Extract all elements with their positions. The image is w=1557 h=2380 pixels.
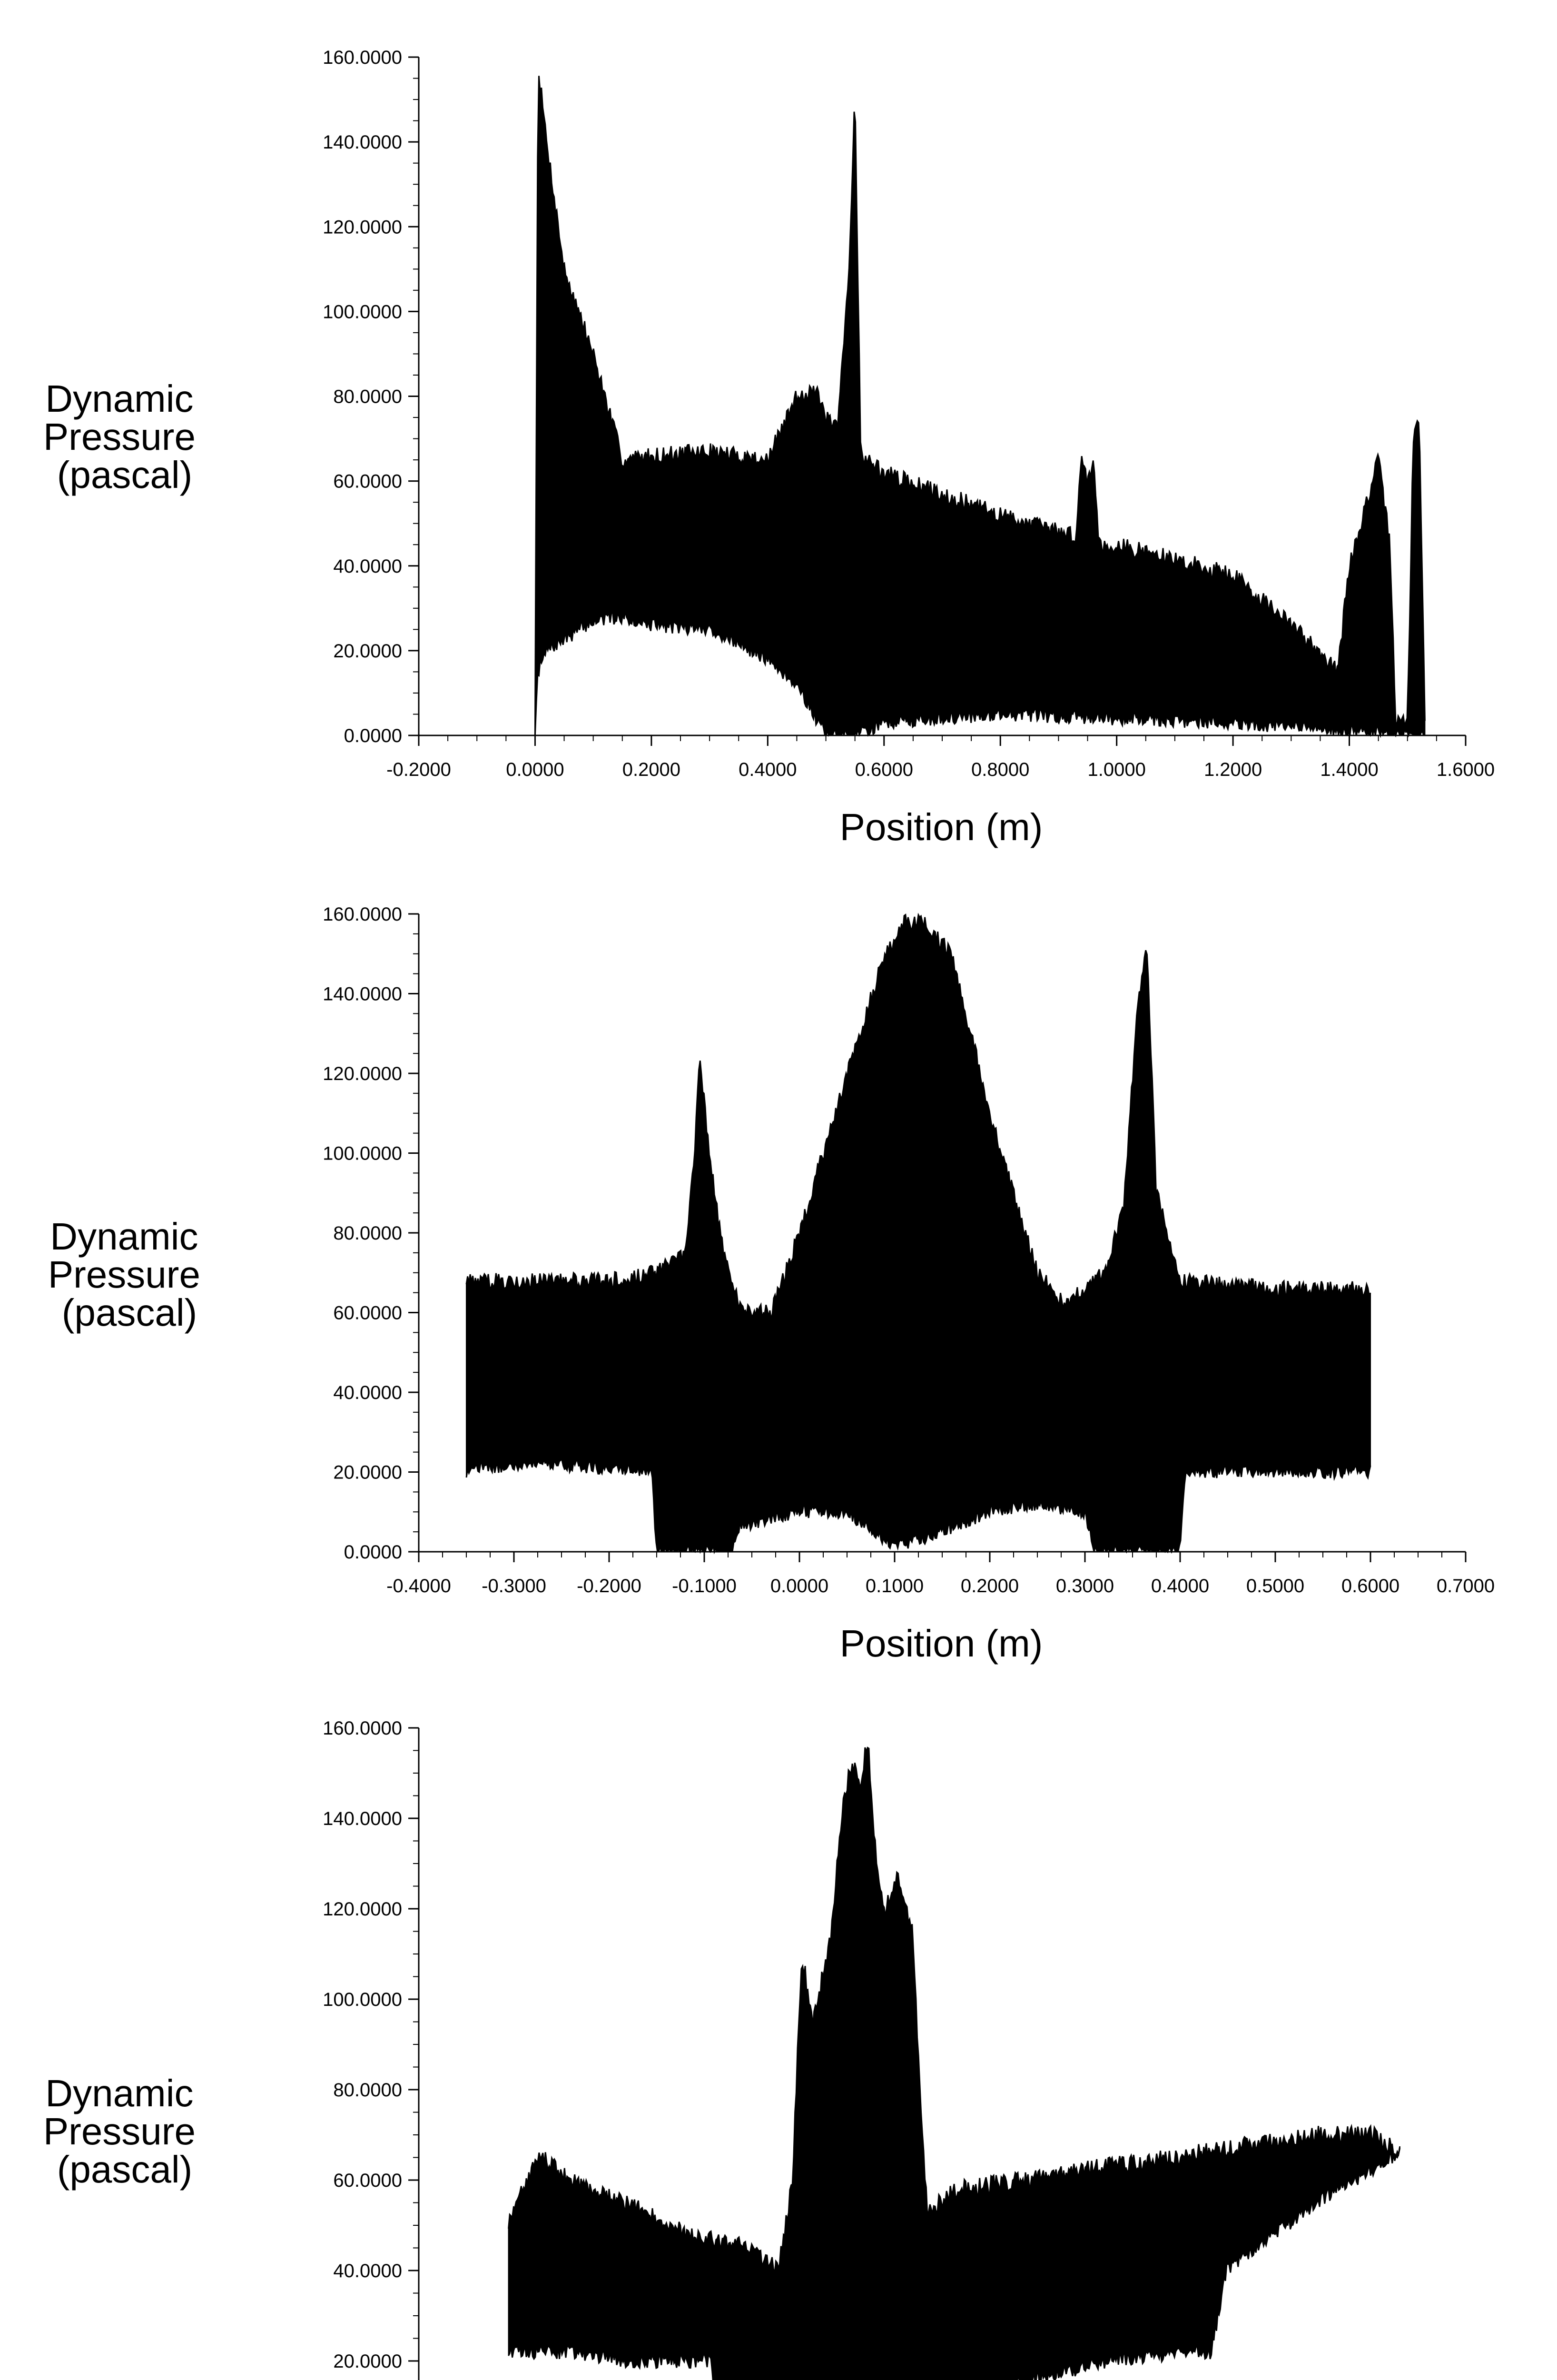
- x-tick-label: 0.4000: [739, 759, 797, 780]
- panel-3-y-axis-title-line-3: (pascal): [57, 2148, 193, 2191]
- panel-2-y-axis-title-line-2: Pressure: [48, 1253, 200, 1296]
- y-tick-label: 100.0000: [323, 301, 402, 323]
- x-tick-label: 0.5000: [1246, 1576, 1305, 1597]
- x-tick-label: 0.6000: [1341, 1576, 1400, 1597]
- y-tick-label: 20.0000: [333, 2351, 402, 2372]
- x-tick-label: 0.4000: [1151, 1576, 1210, 1597]
- panel-3-y-axis-title-line-2: Pressure: [43, 2110, 196, 2152]
- panel-2-y-axis-title-line-3: (pascal): [61, 1291, 197, 1334]
- x-tick-label: 1.2000: [1203, 759, 1262, 780]
- y-tick-label: 160.0000: [323, 47, 402, 68]
- panel-3-y-axis-title: [43, 2072, 206, 2191]
- y-tick-label: 160.0000: [323, 1718, 402, 1739]
- x-tick-label: -0.1000: [672, 1576, 737, 1597]
- x-tick-label: 0.0000: [770, 1576, 829, 1597]
- y-tick-label: 20.0000: [333, 640, 402, 662]
- y-tick-label: 40.0000: [333, 1382, 402, 1403]
- y-tick-label: 60.0000: [333, 1302, 402, 1324]
- x-tick-label: 0.6000: [855, 759, 913, 780]
- x-tick-label: 0.0000: [506, 759, 564, 780]
- y-tick-label: 140.0000: [323, 1808, 402, 1829]
- y-tick-label: 60.0000: [333, 471, 402, 492]
- panel-1-x-axis-title: Position (m): [839, 806, 1043, 848]
- y-tick-label: 0.0000: [344, 725, 402, 746]
- y-tick-label: 120.0000: [323, 1899, 402, 1920]
- x-tick-label: 1.4000: [1320, 759, 1379, 780]
- panel-1-y-axis-title-line-1: Dynamic: [45, 377, 194, 420]
- y-tick-label: 120.0000: [323, 1063, 402, 1084]
- x-tick-label: 1.6000: [1436, 759, 1495, 780]
- x-tick-label: -0.4000: [386, 1576, 451, 1597]
- x-tick-label: 0.8000: [971, 759, 1030, 780]
- y-tick-label: 60.0000: [333, 2170, 402, 2191]
- y-tick-label: 80.0000: [333, 1223, 402, 1244]
- y-tick-label: 40.0000: [333, 555, 402, 577]
- y-tick-label: 140.0000: [323, 132, 402, 153]
- y-tick-label: 120.0000: [323, 217, 402, 238]
- x-tick-label: -0.2000: [386, 759, 451, 780]
- x-tick-label: 0.2000: [622, 759, 681, 780]
- y-tick-label: 100.0000: [323, 1143, 402, 1164]
- x-tick-label: 0.1000: [865, 1576, 924, 1597]
- y-tick-label: 20.0000: [333, 1462, 402, 1483]
- y-tick-label: 140.0000: [323, 983, 402, 1005]
- panel-3-y-axis-title-line-1: Dynamic: [45, 2072, 194, 2114]
- panel-2-x-axis-title: Position (m): [839, 1622, 1043, 1665]
- y-tick-label: 40.0000: [333, 2261, 402, 2281]
- y-tick-label: 100.0000: [323, 1989, 402, 2010]
- panel-1-y-axis-title: [43, 377, 206, 496]
- panel-2-y-axis-title: [48, 1215, 211, 1334]
- y-tick-label: 160.0000: [323, 904, 402, 925]
- x-tick-label: 1.0000: [1087, 759, 1146, 780]
- panel-2-y-axis-title-line-1: Dynamic: [50, 1215, 198, 1258]
- x-tick-label: 0.7000: [1436, 1576, 1495, 1597]
- y-tick-label: 80.0000: [333, 386, 402, 407]
- panel-1-y-axis-title-line-3: (pascal): [57, 454, 193, 496]
- x-tick-label: 0.2000: [960, 1576, 1019, 1597]
- x-tick-label: -0.3000: [482, 1576, 546, 1597]
- y-tick-label: 80.0000: [333, 2080, 402, 2101]
- y-tick-label: 0.0000: [344, 1542, 402, 1563]
- panel-1-y-axis-title-line-2: Pressure: [43, 416, 196, 458]
- x-tick-label: -0.2000: [577, 1576, 641, 1597]
- x-tick-label: 0.3000: [1055, 1576, 1114, 1597]
